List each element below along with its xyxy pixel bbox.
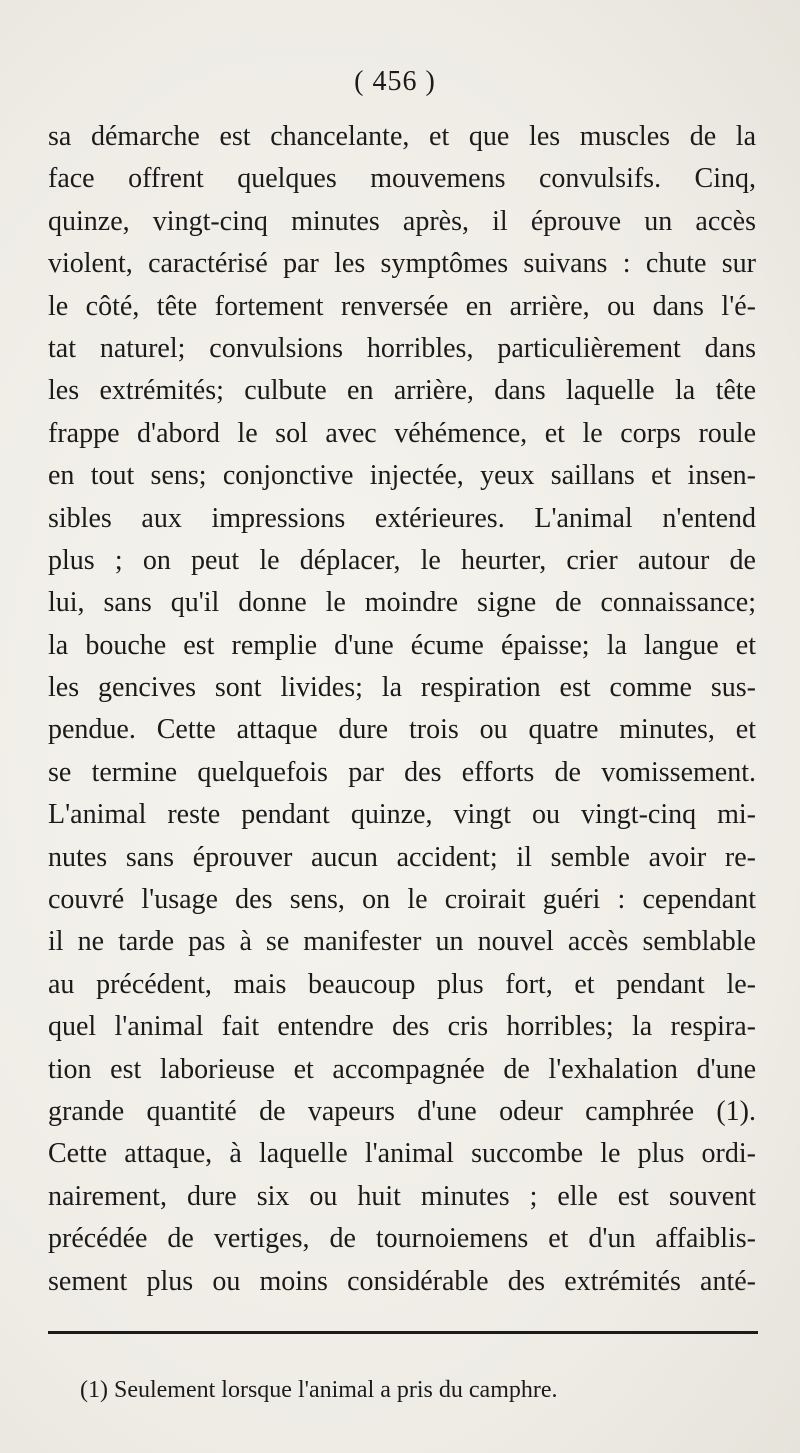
text-line: plus ; on peut le déplacer, le heurter, crier autour de bbox=[48, 544, 756, 576]
text-line: se termine quelquefois par des efforts de vomissement. bbox=[48, 756, 756, 788]
text-line: grande quantité de vapeurs d'une odeur camphrée (1). bbox=[48, 1095, 756, 1127]
footnote: (1) Seulement lorsque l'animal a pris du camphre. bbox=[80, 1377, 558, 1403]
text-line: L'animal reste pendant quinze, vingt ou vingt-cinq mi- bbox=[48, 799, 756, 831]
text-line: sibles aux impressions extérieures. L'animal n'entend bbox=[48, 502, 756, 534]
text-line: les extrémités; culbute en arrière, dans laquelle la tête bbox=[48, 375, 756, 407]
text-line: face offrent quelques mouvemens convulsifs. Cinq, bbox=[48, 163, 756, 195]
text-line: nairement, dure six ou huit minutes ; elle est souvent bbox=[48, 1180, 756, 1212]
text-line: couvré l'usage des sens, on le croirait guéri : cependant bbox=[48, 884, 756, 916]
text-line: le côté, tête fortement renversée en arrière, ou dans l'é- bbox=[48, 290, 756, 322]
text-line: les gencives sont livides; la respiration est comme sus- bbox=[48, 672, 756, 704]
text-line: tion est laborieuse et accompagnée de l'exhalation d'une bbox=[48, 1053, 756, 1085]
text-line: pendue. Cette attaque dure trois ou quatre minutes, et bbox=[48, 714, 756, 746]
text-line: en tout sens; conjonctive injectée, yeux saillans et insen- bbox=[48, 460, 756, 492]
text-line: quel l'animal fait entendre des cris horribles; la respira- bbox=[48, 1011, 756, 1043]
text-line: la bouche est remplie d'une écume épaisse; la langue et bbox=[48, 629, 756, 661]
text-line: il ne tarde pas à se manifester un nouvel accès semblable bbox=[48, 926, 756, 958]
text-line: lui, sans qu'il donne le moindre signe de connaissance; bbox=[48, 587, 756, 619]
body-text bbox=[48, 116, 756, 1303]
text-line: précédée de vertiges, de tournoiemens et d'un affaiblis- bbox=[48, 1223, 756, 1255]
text-line: quinze, vingt-cinq minutes après, il éprouve un accès bbox=[48, 205, 756, 237]
text-line: Cette attaque, à laquelle l'animal succombe le plus ordi- bbox=[48, 1138, 756, 1170]
text-line: frappe d'abord le sol avec véhémence, et le corps roule bbox=[48, 417, 756, 449]
text-line: tat naturel; convulsions horribles, particulièrement dans bbox=[48, 332, 756, 364]
footnote-rule bbox=[48, 1331, 758, 1334]
text-line: sa démarche est chancelante, et que les muscles de la bbox=[48, 121, 756, 152]
text-line: violent, caractérisé par les symptômes suivans : chute sur bbox=[48, 248, 756, 280]
page-number: ( 456 ) bbox=[354, 66, 436, 97]
text-line: sement plus ou moins considérable des extrémités anté- bbox=[48, 1265, 756, 1297]
text-line: au précédent, mais beaucoup plus fort, et pendant le- bbox=[48, 968, 756, 1000]
text-line: nutes sans éprouver aucun accident; il semble avoir re- bbox=[48, 841, 756, 873]
